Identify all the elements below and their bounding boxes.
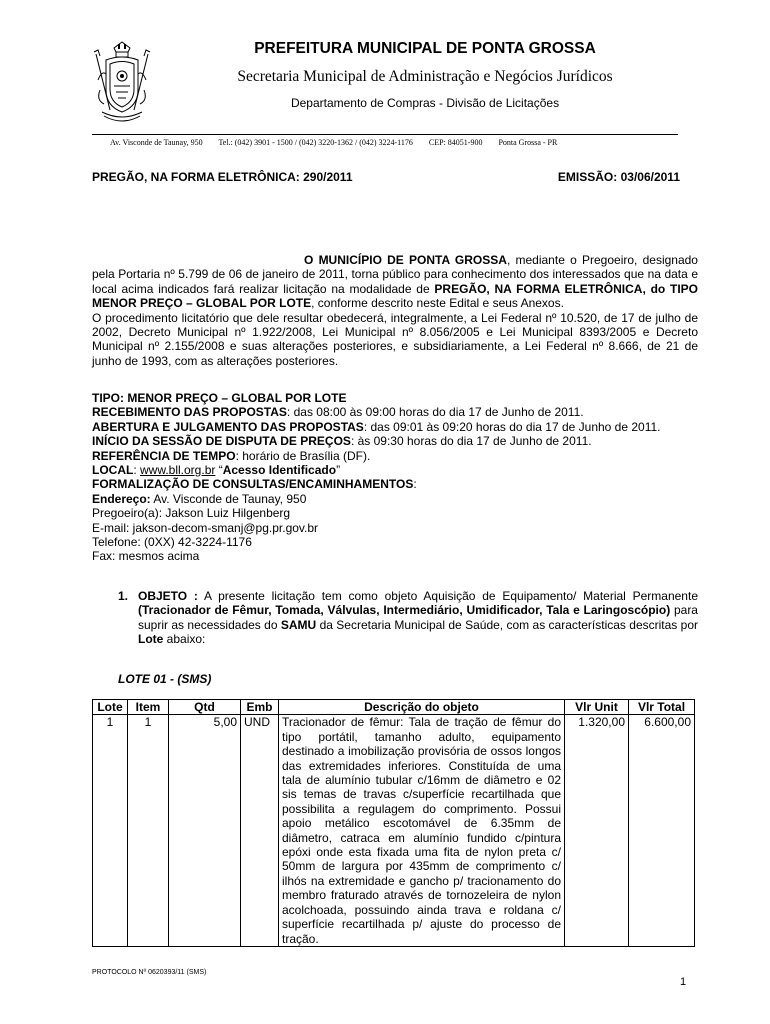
col-header-qtd: Qtd xyxy=(169,700,241,715)
info-section xyxy=(92,391,698,564)
recebimento-label: RECEBIMENTO DAS PROPOSTAS xyxy=(92,405,287,420)
objeto-number: 1. xyxy=(118,589,129,603)
email-line: E-mail: jakson-decom-smanj@pg.pr.gov.br xyxy=(92,520,319,535)
protocolo-footer: PROTOCOLO Nº 0620393/11 (SMS) xyxy=(92,969,207,976)
objeto-text-c: da Secretaria Municipal de Saúde, com as características descritas por xyxy=(316,617,698,632)
local-link[interactable]: www.bll.org.br xyxy=(140,463,216,478)
recebimento-line xyxy=(92,405,698,419)
inicio-line xyxy=(92,434,698,448)
page-number: 1 xyxy=(680,976,687,988)
fax-line: Fax: mesmos acima xyxy=(92,549,200,564)
intro-text-b: , conforme descrito neste Edital e seus Anexos. xyxy=(311,296,564,311)
cell-vlr-unit: 1.320,00 xyxy=(565,715,629,947)
col-header-emb: Emb xyxy=(241,700,279,715)
tipo-value: : MENOR PREÇO – GLOBAL POR LOTE xyxy=(120,391,347,405)
cell-descricao: Tracionador de fêmur: Tala de tração de fêmur do tipo portátil, tamanho adulto, equipamento destinado a imobilização provisória de ossos longos das extremidades inferiores. Constituída de uma tala de alumínio tubular c/16mm de diâmetro e 02 sis temas de travas c/superfície recartilhada que possibilita a regulagem do comprimento. Possui apoio metálico escotomável de 6.35mm de diâmetro, catraca em alumínio fundido c/pintura epóxi onde esta fixada uma fita de nylon preta c/ 50mm de largura por 435mm de comprimento c/ ilhós na extremidade e gancho p/ tracionamento do membro fraturado através de tornozeleira de nylon acolchoada, possuindo ainda trava e roldana c/ superfície recartilhada p/ ajuste do processo de tração. xyxy=(279,715,565,947)
header-departamento: Departamento de Compras - Divisão de Licitações xyxy=(290,96,560,110)
header-cep: CEP: 84051-900 xyxy=(428,138,483,147)
cell-qtd: 5,00 xyxy=(169,715,241,947)
intro-paragraph-1 xyxy=(92,253,698,311)
header-title: PREFEITURA MUNICIPAL DE PONTA GROSSA xyxy=(254,40,596,57)
municipal-crest-logo xyxy=(92,40,152,124)
objeto-label: OBJETO : xyxy=(138,589,198,603)
endereco-value: Av. Visconde de Taunay, 950 xyxy=(150,491,307,506)
inicio-label: INÍCIO DA SESSÃO DE DISPUTA DE PREÇOS xyxy=(92,434,351,449)
lote-title: LOTE 01 - (SMS) xyxy=(118,672,212,686)
header-phones: Tel.: (042) 3901 - 1500 / (042) 3220-1362 / (042) 3224-1176 xyxy=(218,138,413,147)
tipo-line xyxy=(92,391,698,405)
cell-lote: 1 xyxy=(93,715,128,947)
modalidade: PREGÃO, NA FORMA ELETRÔNICA, do TIPO MENOR PREÇO – GLOBAL POR LOTE xyxy=(92,281,699,311)
telefone-line: Telefone: (0XX) 42-3224-1176 xyxy=(92,535,252,550)
col-header-lote: Lote xyxy=(93,700,128,715)
endereco-label: Endereço: xyxy=(92,491,151,506)
col-header-vlr-unit: Vlr Unit xyxy=(565,700,629,715)
header-address: Av. Visconde de Taunay, 950 xyxy=(110,138,203,147)
header-divider xyxy=(92,134,678,135)
intro-section xyxy=(92,253,698,368)
col-header-item: Item xyxy=(128,700,169,715)
local-separator: : xyxy=(133,463,140,478)
local-quote-close: ” xyxy=(336,463,341,478)
header-address-line xyxy=(110,138,670,147)
objeto-text xyxy=(138,589,698,647)
formalizacao-colon: : xyxy=(413,477,417,492)
col-header-vlr-total: Vlr Total xyxy=(629,700,695,715)
cell-item: 1 xyxy=(128,715,169,947)
cell-emb: UND xyxy=(241,715,279,947)
acesso-identificado: Acesso Identificado xyxy=(222,463,337,478)
referencia-label: REFERÊNCIA DE TEMPO xyxy=(92,448,236,463)
cell-vlr-total: 6.600,00 xyxy=(629,715,695,947)
formalizacao-line xyxy=(92,477,698,491)
header-secretaria: Secretaria Municipal de Administração e Negócios Jurídicos xyxy=(237,68,613,85)
inicio-value: : às 09:30 horas do dia 17 de Junho de 2011. xyxy=(350,434,592,449)
objeto-lote: Lote xyxy=(138,632,164,647)
referencia-value: : horário de Brasília (DF). xyxy=(235,448,371,463)
table-header-row xyxy=(93,700,695,715)
tipo-label: TIPO xyxy=(92,391,121,405)
abertura-value: : das 09:01 às 09:20 horas do dia 17 de Junho de 2011. xyxy=(363,419,661,434)
table-row xyxy=(93,715,695,947)
objeto-section xyxy=(118,589,698,647)
abertura-label: ABERTURA E JULGAMENTO DAS PROPOSTAS xyxy=(92,419,364,434)
objeto-samu: SAMU xyxy=(280,617,317,632)
objeto-items: (Tracionador de Fêmur, Tomada, Válvulas, Intermediário, Umidificador, Tala e Laringoscópio) xyxy=(138,603,671,618)
emissao-date: EMISSÃO: 03/06/2011 xyxy=(557,170,680,184)
pregoeiro-line: Pregoeiro(a): Jakson Luiz Hilgenberg xyxy=(92,506,291,521)
pregao-number: PREGÃO, NA FORMA ELETRÔNICA: 290/2011 xyxy=(92,170,353,184)
intro-paragraph-2: O procedimento licitatório que dele resultar obedecerá, integralmente, a Lei Federal nº 10.520, de 17 de julho de 2002, Decreto Municipal nº 1.922/2008, Lei Municipal nº 8.056/2005 e Lei Municipal 8393/2005 e Decreto Municipal nº 2.155/2008 e suas alterações posteriores, e subsidiariamente, a Lei Federal nº 8.666, de 21 de junho de 1993, com as alterações posteriores. xyxy=(92,310,698,368)
objeto-text-b: para suprir as necessidades do xyxy=(138,603,698,632)
referencia-line xyxy=(92,449,698,463)
recebimento-value: : das 08:00 às 09:00 horas do dia 17 de Junho de 2011. xyxy=(286,405,584,420)
formalizacao-label: FORMALIZAÇÃO DE CONSULTAS/ENCAMINHAMENTOS xyxy=(92,477,414,492)
items-table xyxy=(92,699,695,947)
municipio-name: O MUNICÍPIO DE PONTA GROSSA xyxy=(304,253,507,267)
abertura-line xyxy=(92,420,698,434)
endereco-line xyxy=(92,492,698,506)
local-label: LOCAL xyxy=(92,463,134,478)
local-quote-open: “ xyxy=(215,463,223,478)
objeto-text-d: abaixo: xyxy=(163,632,206,647)
intro-text-a: , mediante o Pregoeiro, designado pela Portaria nº 5.799 de 06 de janeiro de 2011, torna público para conhecimento dos interessados que na data e local acima indicados fará realizar licitação na modalidade de xyxy=(92,253,698,296)
col-header-descricao: Descrição do objeto xyxy=(279,700,565,715)
objeto-text-a: A presente licitação tem como objeto Aquisição de Equipamento/ Material Permanente xyxy=(197,589,698,603)
local-line xyxy=(92,463,698,477)
header-city: Ponta Grossa - PR xyxy=(498,138,558,147)
